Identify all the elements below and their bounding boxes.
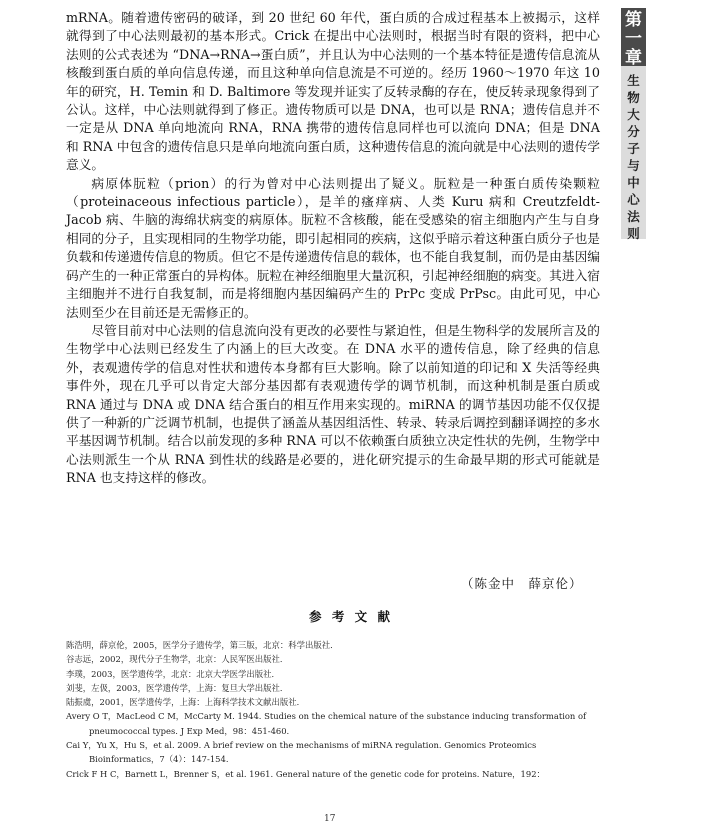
paragraph-prion: 病原体朊粒（prion）的行为曾对中心法则提出了疑义。朊粒是一种蛋白质传染颗粒（proteinaceous infectious particle），是羊的瘙痒病、人类 Kuru 病和 Creutzfeldt-Jacob 病、牛脑的海绵状病变的病原体。朊粒不含核酸，能在受感染的宿主细胞内产生与自身相同的分子，且实现相同的生物学功能，即引起相同的疾病，这似乎暗示着这种蛋白质分子也是负载和传递遗传信息的物质。但它不是传递遗传信息的载体，也不能自我复制，而仍是由基因编码产生的一种正常蛋白的异构体。朊粒在神经细胞里大量沉积，引起神经细胞的病变。其进入宿主细胞并不进行自我复制，而是将细胞内基因编码产生的 PrPc 变成 PrPsc。由此可见，中心法则至少在目前还是无需修正的。 [66,175,600,320]
references-heading: 参 考 文 献 [308,609,394,624]
paragraph-central-dogma: mRNA。随着遗传密码的破译，到 20 世纪 60 年代，蛋白质的合成过程基本上被揭示，这样就得到了中心法则最初的基本形式。Crick 在提出中心法则时，根据当时有限的资料，把中心法则的公式表述为 “DNA→RNA→蛋白质”，并且认为中心法则的一个基本特征是遗传信息流从核酸到蛋白质的单向信息传递，而且这种单向信息流是不可逆的。经历 1960～1970 年这 10 年的研究，H. Temin 和 D. Baltimore 等发现并证实了反转录酶的存在，使反转录现象得到了公认。这样，中心法则就得到了修正。遗传物质可以是 DNA，也可以是 RNA；遗传信息并不一定是从 DNA 单向地流向 RNA，RNA 携带的遗传信息同样也可以流向 DNA；但是 DNA 和 RNA 中包含的遗传信息只是单向地流向蛋白质，这种遗传信息的流向就是中心法则的遗传学意义。 [66,10,600,173]
reference-item: 刘斐，左伋，2003，医学遗传学，上海：复旦大学出版社． [66,682,289,693]
page-number: 17 [324,814,336,824]
reference-item: 李璞，2003，医学遗传学，北京：北京大学医学出版社． [66,668,280,679]
reference-item: Crick F H C，Barnett L，Brenner S，et al. 1961. General nature of the genetic code for proteins. Nature，192： [66,768,545,779]
chapter-side-tab [621,8,646,239]
paragraph-epigenetics: 尽管目前对中心法则的信息流向没有更改的必要性与紧迫性，但是生物科学的发展所言及的生物学中心法则已经发生了内涵上的巨大改变。在 DNA 水平的遗传信息，除了经典的信息外，表观遗传学的信息对性状和遗传本身都有巨大影响。除了以前知道的印记和 X 失活等经典事件外，现在几乎可以肯定大部分基因都有表观遗传学的调节机制，而这种机制是蛋白质或 RNA 通过与 DNA 或 DNA 结合蛋白的相互作用来实现的。miRNA 的调节基因功能不仅仅提供了一种新的广泛调节机制，也提供了涵盖从基因组活性、转录、转录后调控到翻译调控的多水平基因调节机制。结合以前发现的多种 RNA 可以不依赖蛋白质独立决定性状的先例，生物学中心法则派生一个从 RNA 到性状的线路是必要的，进化研究提示的生命最早期的形式可能就是 RNA 也支持这样的修改。 [66,322,600,486]
body-text [66,9,600,488]
reference-item: 谷志远，2002，现代分子生物学，北京：人民军医出版社． [66,654,289,665]
chapter-title-label: 生 物 大 分 子 与 中 心 法 则 [627,73,640,241]
author-signature: （陈金中 薛京伦） [461,576,583,591]
reference-item: Cai Y，Yu X，Hu S，et al. 2009. A brief review on the mechanisms of miRNA regulation. Genomics Proteomics Bioinformatics，7（4）：147-154. [66,740,537,765]
reference-item: 陆振虞，2001，医学遗传学，上海：上海科学技术文献出版社． [66,697,306,708]
chapter-number-label: 第 一 章 [621,8,646,66]
reference-item: 陈浩明，薛京伦，2005，医学分子遗传学，第三版，北京：科学出版社． [66,640,339,650]
references-list [66,638,606,781]
reference-item: Avery O T，MacLeod C M，McCarty M. 1944. Studies on the chemical nature of the substance inducing transformation of pneumococcal types. J Exp Med，98：451-460. [66,711,587,736]
